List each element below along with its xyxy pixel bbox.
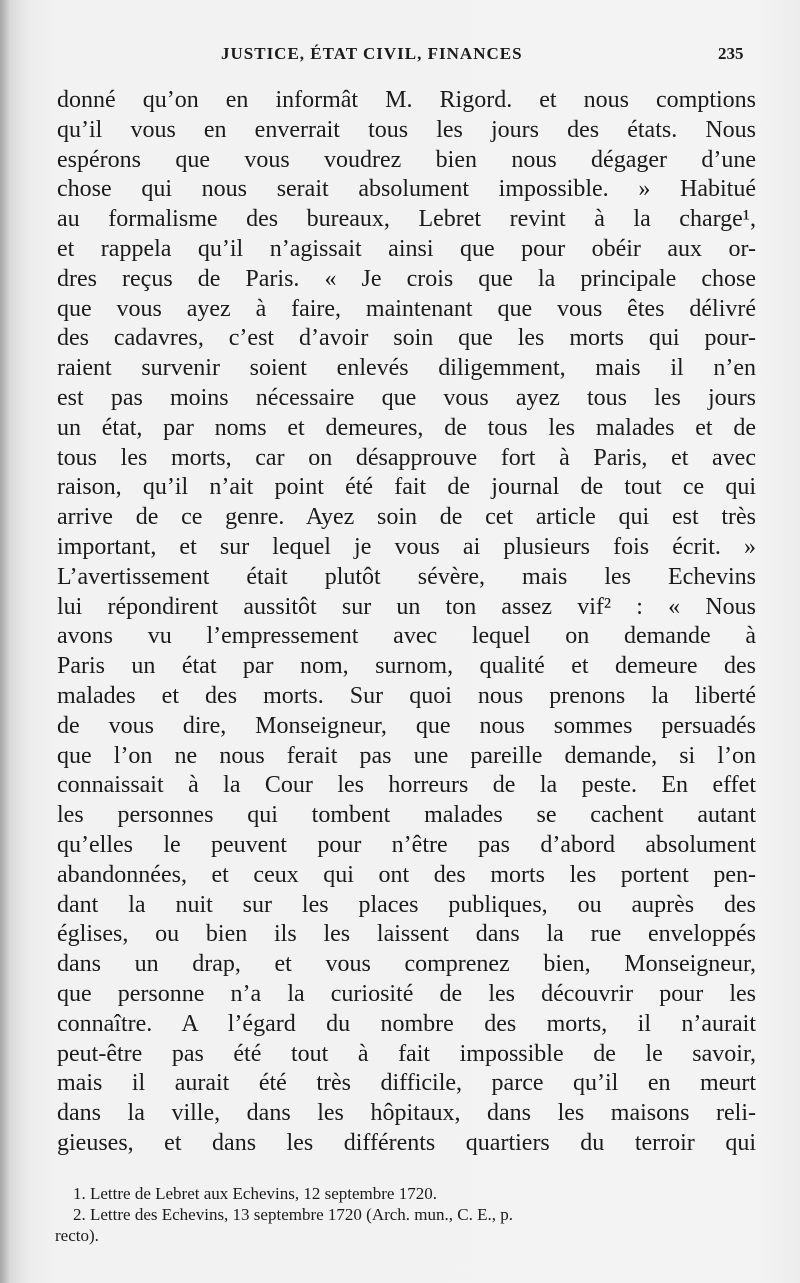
text-line: dant la nuit sur les places publiques, ou auprès des bbox=[57, 891, 756, 918]
text-line: arrive de ce genre. Ayez soin de cet article qui est très bbox=[57, 504, 756, 531]
text-line: des cadavres, c’est d’avoir soin que les morts qui pour- bbox=[57, 325, 756, 352]
text-line: donné qu’on en informât M. Rigord. et nous comptions bbox=[57, 87, 756, 113]
text-line: espérons que vous voudrez bien nous dégager d’une bbox=[57, 146, 756, 173]
running-head-title: JUSTICE, ÉTAT CIVIL, FINANCES bbox=[221, 44, 523, 63]
footnote-2-continuation: recto). bbox=[55, 1226, 99, 1245]
page-gutter-shadow bbox=[0, 0, 10, 1283]
running-head bbox=[0, 44, 800, 72]
text-line: avons vu l’empressement avec lequel on demande à bbox=[57, 623, 756, 650]
text-line: un état, par noms et demeures, de tous les malades et de bbox=[57, 414, 756, 441]
text-line: que vous ayez à faire, maintenant que vous êtes délivré bbox=[57, 295, 756, 322]
footnote-1: 1. Lettre de Lebret aux Echevins, 12 septembre 1720. bbox=[73, 1184, 437, 1203]
text-line: les personnes qui tombent malades se cachent autant bbox=[57, 802, 756, 829]
text-line: raient survenir soient enlevés diligemment, mais il n’en bbox=[57, 355, 756, 382]
text-line: raison, qu’il n’ait point été fait de journal de tout ce qui bbox=[57, 474, 756, 501]
text-line: connaissait à la Cour les horreurs de la peste. En effet bbox=[57, 772, 756, 799]
text-line: Paris un état par nom, surnom, qualité et demeure des bbox=[57, 653, 756, 680]
text-line: peut-être pas été tout à fait impossible de le savoir, bbox=[57, 1040, 756, 1067]
text-line: de vous dire, Monseigneur, que nous sommes persuadés bbox=[57, 712, 756, 739]
text-line: est pas moins nécessaire que vous ayez tous les jours bbox=[57, 384, 756, 411]
text-line: important, et sur lequel je vous ai plusieurs fois écrit. » bbox=[57, 533, 756, 560]
footnotes bbox=[55, 1183, 755, 1246]
text-line: chose qui nous serait absolument impossible. » Habitué bbox=[57, 176, 756, 203]
text-line: dans un drap, et vous comprenez bien, Monseigneur, bbox=[57, 951, 756, 978]
text-line: malades et des morts. Sur quoi nous prenons la liberté bbox=[57, 682, 756, 709]
text-line: abandonnées, et ceux qui ont des morts les portent pen- bbox=[57, 861, 756, 888]
text-line: mais il aurait été très difficile, parce qu’il en meurt bbox=[57, 1070, 756, 1097]
text-line: dans la ville, dans les hôpitaux, dans les maisons reli- bbox=[57, 1100, 756, 1127]
page-number: 235 bbox=[718, 44, 744, 63]
text-line: que personne n’a la curiosité de les découvrir pour les bbox=[57, 980, 756, 1007]
text-line: connaître. A l’égard du nombre des morts, il n’aurait bbox=[57, 1010, 756, 1037]
text-line: gieuses, et dans les différents quartiers du terroir qui bbox=[57, 1129, 756, 1156]
footnote-2: 2. Lettre des Echevins, 13 septembre 1720 (Arch. mun., C. E., p. bbox=[73, 1205, 514, 1224]
text-line: qu’elles le peuvent pour n’être pas d’abord absolument bbox=[57, 831, 756, 858]
text-line: dres reçus de Paris. « Je crois que la principale chose bbox=[57, 265, 756, 292]
body-text bbox=[57, 86, 756, 1159]
text-line: lui répondirent aussitôt sur un ton assez vif² : « Nous bbox=[57, 593, 756, 620]
text-line: églises, ou bien ils les laissent dans la rue enveloppés bbox=[57, 921, 756, 948]
text-line: tous les morts, car on désapprouve fort à Paris, et avec bbox=[57, 444, 756, 471]
text-line: qu’il vous en enverrait tous les jours des états. Nous bbox=[57, 116, 756, 143]
text-line: L’avertissement était plutôt sévère, mais les Echevins bbox=[57, 563, 756, 590]
text-line: au formalisme des bureaux, Lebret revint à la charge¹, bbox=[57, 206, 756, 233]
text-line: que l’on ne nous ferait pas une pareille demande, si l’on bbox=[57, 742, 756, 769]
text-line: et rappela qu’il n’agissait ainsi que pour obéir aux or- bbox=[57, 235, 756, 262]
